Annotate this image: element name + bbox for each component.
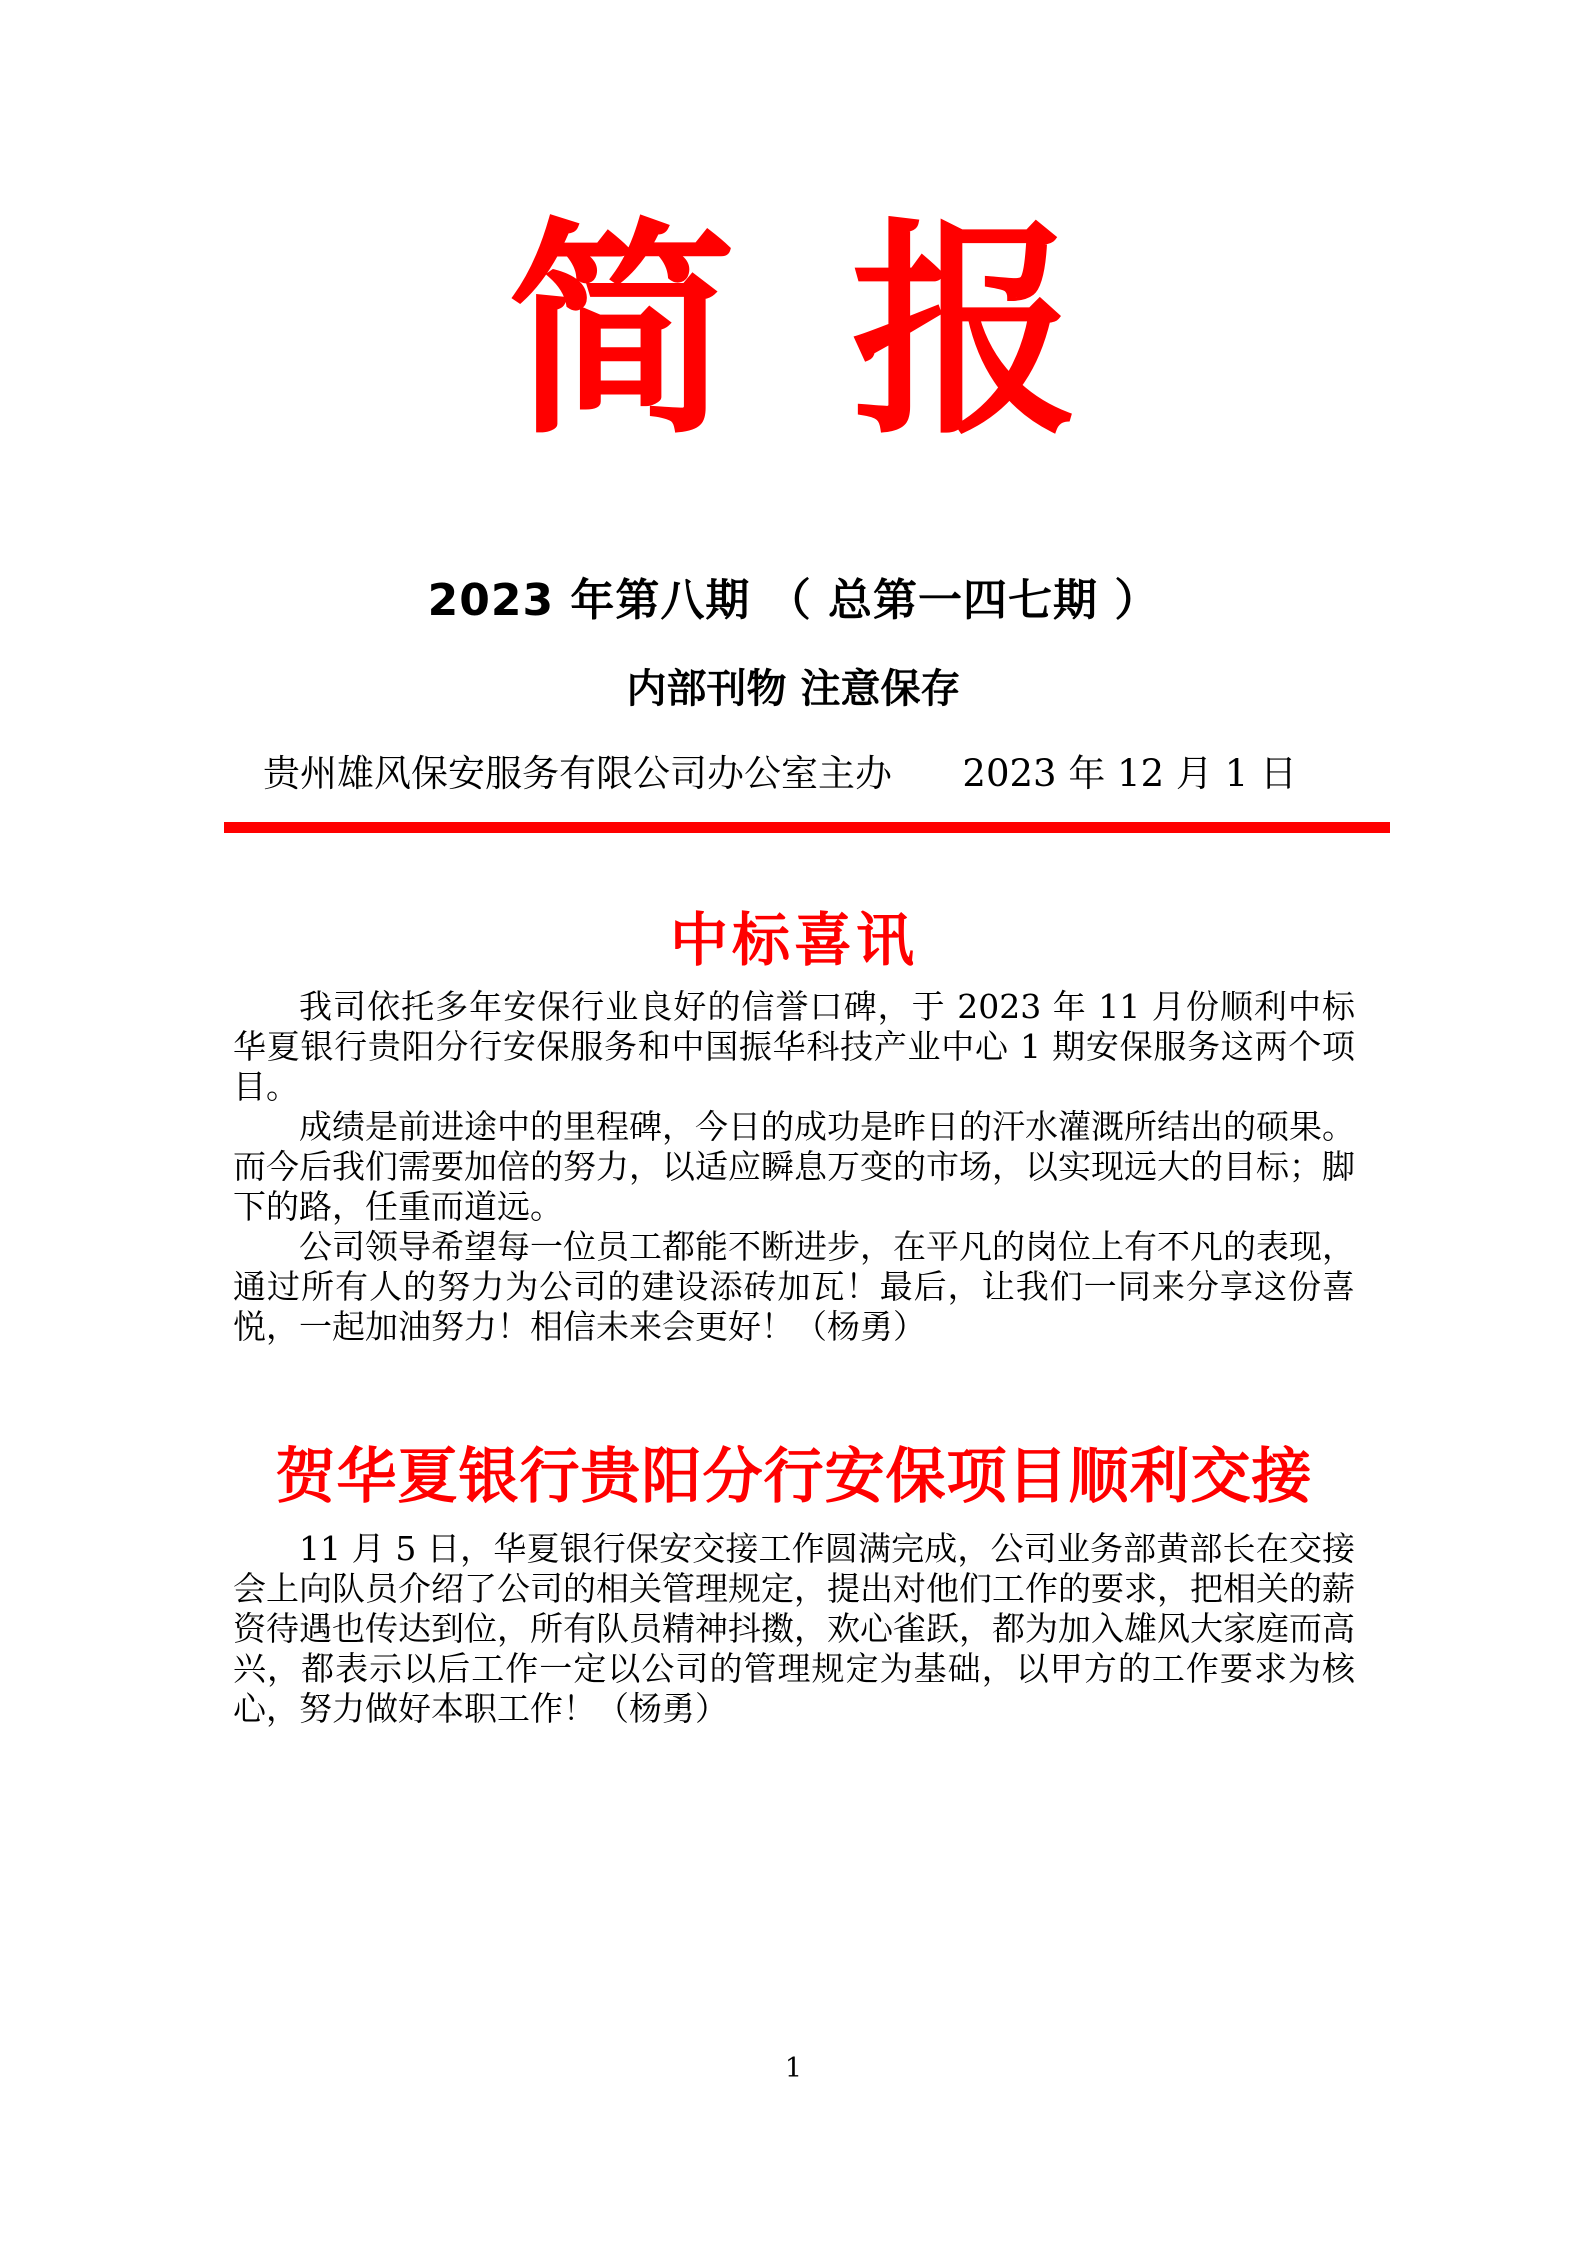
section-heading-handover: 贺华夏银行贵阳分行安保项目顺利交接 bbox=[275, 1442, 1313, 1512]
masthead-divider-rule bbox=[224, 822, 1390, 833]
document-body bbox=[233, 860, 1355, 1729]
internal-publication-notice: 内部刊物 注意保存 bbox=[626, 666, 961, 712]
bid-win-paragraph-1: 我司依托多年安保行业良好的信誉口碑，于 2023 年 11 月份顺利中标华夏银行贵阳分行安保服务和中国振华科技产业中心 1 期安保服务这两个项目。 bbox=[233, 987, 1355, 1106]
section-heading-bid-win-news: 中标喜讯 bbox=[669, 906, 918, 974]
page-number: 1 bbox=[784, 2053, 803, 2084]
publish-date: 2023 年 12 月 1 日 bbox=[962, 752, 1297, 795]
publisher-row bbox=[263, 751, 1297, 797]
bid-win-paragraph-3: 公司领导希望每一位员工都能不断进步，在平凡的岗位上有不凡的表现，通过所有人的努力为公司的建设添砖加瓦！最后，让我们一同来分享这份喜悦，一起加油努力！相信未来会更好！（杨勇） bbox=[233, 1227, 1355, 1346]
handover-paragraph-1: 11 月 5 日，华夏银行保安交接工作圆满完成，公司业务部黄部长在交接会上向队员介绍了公司的相关管理规定，提出对他们工作的要求，把相关的薪资待遇也传达到位，所有队员精神抖擞，欢心雀跃，都为加入雄风大家庭而高兴，都表示以后工作一定以公司的管理规定为基础，以甲方的工作要求为核心，努力做好本职工作！（杨勇） bbox=[233, 1529, 1355, 1728]
bid-win-paragraph-2: 成绩是前进途中的里程碑，今日的成功是昨日的汗水灌溉所结出的硕果。而今后我们需要加倍的努力，以适应瞬息万变的市场，以实现远大的目标；脚下的路，任重而道远。 bbox=[233, 1107, 1355, 1226]
issue-number-line: 2023 年第八期 （ 总第一四七期 ） bbox=[427, 575, 1160, 626]
publisher-name: 贵州雄风保安服务有限公司办公室主办 bbox=[263, 752, 892, 795]
masthead-title: 简 报 bbox=[507, 199, 1080, 465]
